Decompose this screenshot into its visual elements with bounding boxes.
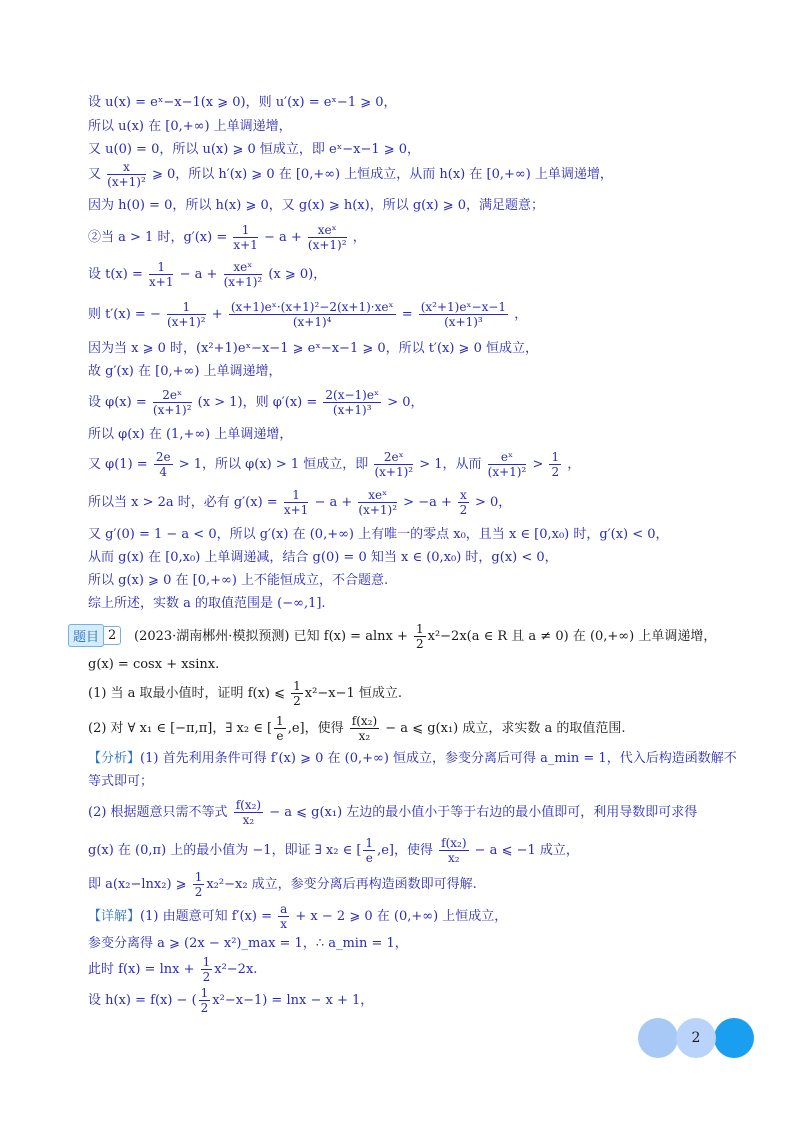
analysis-line: 即 a(x₂−lnx₂) ⩾ $\frac{1}{2}$ x₂²−x₂ 成立，参变分离后再构造函数即可得解. <box>88 870 477 899</box>
text-line: 又 g′(0) = 1 − a < 0，所以 g′(x) 在 (0,+∞) 上有唯一的零点 x₀，且当 x ∈ [0,x₀) 时，g′(x) < 0， <box>88 527 669 542</box>
text-line: ②当 a > 1 时，g′(x) = $\frac{1}{x+1}$ − a + $\frac{\text{xeˣ}}{\text{(x+1)²}}$ ， <box>88 223 366 252</box>
text: 又 <box>88 167 102 182</box>
text-line: 设 φ(x) = $\frac{\text{2eˣ}}{\text{(x+1)²}}$ (x > 1)，则 φ′(x) = $\frac{\text{2(x−1)eˣ}}{\text{(x+1)³}}$ > 0， <box>88 388 424 417</box>
page-number: 2 <box>691 1030 701 1046</box>
text-line: 设 u(x) = eˣ−x−1(x ⩾ 0)，则 u′(x) = eˣ−1 ⩾ 0， <box>88 95 397 110</box>
analysis-line: 【分析】(1) 首先利用条件可得 f′(x) ⩾ 0 在 (0,+∞) 恒成立，参变分离后可得 a_min = 1，代入后构造函数解不 <box>88 751 737 766</box>
problem-stem: (2023·湖南郴州·模拟预测) 已知 f(x) = alnx + $\frac{1}{2}$ x²−2x(a ∈ R 且 a ≠ 0) 在 (0,+∞) 上单调递增， <box>134 622 717 651</box>
text-line: 因为 h(0) = 0，所以 h(x) ⩾ 0，又 g(x) ⩾ h(x)，所以 g(x) ⩾ 0，满足题意； <box>88 198 545 213</box>
text-line: 又 u(0) = 0，所以 u(x) ⩾ 0 恒成立，即 eˣ−x−1 ⩾ 0， <box>88 142 421 157</box>
analysis-line: g(x) 在 (0,π) 上的最小值为 −1，即证 ∃ x₂ ∈ [ $\frac{1}{e}$ ,e]，使得 $\frac{\text{f(x₂)}}{\text{x₂}}$ − a ⩽ −1 成立， <box>88 836 579 865</box>
detail-line: 【详解】(1) 由题意可知 f′(x) = $\frac{a}{x}$ + x − 2 ⩾ 0 在 (0,+∞) 上恒成立， <box>88 902 508 931</box>
decor-circle <box>638 1018 678 1058</box>
text-line: 所以 φ(x) 在 (1,+∞) 上单调递增， <box>88 427 293 442</box>
text-line: 又 φ(1) = $\frac{2e}{4}$ > 1，所以 φ(x) > 1 恒成立，即 $\frac{\text{2eˣ}}{\text{(x+1)²}}$ > 1，从而 $\frac{\text{eˣ}}{\text{(x+1)²}}$ > $\frac{1}{2}$ ， <box>88 450 581 479</box>
text-line <box>88 160 613 190</box>
detail-line: 设 h(x) = f(x) − ( $\frac{1}{2}$ x²−x−1) = lnx − x + 1， <box>88 986 374 1015</box>
text: ⩾ 0，所以 h′(x) ⩾ 0 在 [0,+∞) 上恒成立，从而 h(x) 在 [0,+∞) 上单调递增， <box>151 167 613 182</box>
detail-line: 参变分离得 a ⩾ (2x − x²)_max = 1，∴ a_min = 1， <box>88 936 408 951</box>
analysis-line: 等式即可； <box>88 774 154 789</box>
text-line: 综上所述，实数 a 的取值范围是 (−∞,1]. <box>88 596 326 611</box>
text-line: 所以当 x > 2a 时，必有 g′(x) = $\frac{1}{x+1}$ − a + $\frac{\text{xeˣ}}{\text{(x+1)²}}$ > −a + $\frac{x}{2}$ > 0， <box>88 488 512 517</box>
text-line: 故 g′(x) 在 [0,+∞) 上单调递增， <box>88 364 282 379</box>
problem-stem-g: g(x) = cosx + xsinx. <box>88 657 220 672</box>
decor-circle <box>714 1018 754 1058</box>
problem-number: 2 <box>104 626 121 645</box>
text-line: 因为当 x ⩾ 0 时，(x²+1)eˣ−x−1 ⩾ eˣ−x−1 ⩾ 0，所以 t′(x) ⩾ 0 恒成立， <box>88 341 538 356</box>
problem-tag <box>68 625 121 645</box>
fraction: $\frac{x}{\text{(x+1)²}}$ <box>107 160 146 189</box>
page-number-badge <box>638 1018 754 1058</box>
detail-line: 此时 f(x) = lnx + $\frac{1}{2}$ x²−2x. <box>88 955 258 984</box>
question-2: (2) 对 ∀ x₁ ∈ [−π,π]，∃ x₂ ∈ [ $\frac{1}{e}$ ,e]，使得 $\frac{\text{f(x₂)}}{\text{x₂}}$ − a ⩽ g(x₁) 成立，求实数 a 的取值范围. <box>88 714 626 743</box>
text-line: 则 t′(x) = − $\frac{1}{\text{(x+1)²}}$ + $\frac{\text{(x+1)eˣ·(x+1)²−2(x+1)·xeˣ}}{\text{(x+1)⁴}}$ = $\frac{\text{(x²+1)eˣ−x−1}}{\text{(x+1)³}}$ ， <box>88 300 528 329</box>
text-line: 设 t(x) = $\frac{1}{x+1}$ − a + $\frac{\text{xeˣ}}{\text{(x+1)²}}$ (x ⩾ 0)， <box>88 260 327 289</box>
text-line: 所以 u(x) 在 [0,+∞) 上单调递增， <box>88 119 292 134</box>
analysis-line: (2) 根据题意只需不等式 $\frac{\text{f(x₂)}}{\text{x₂}}$ − a ⩽ g(x₁) 左边的最小值小于等于右边的最小值即可，利用导数即可求得 <box>88 798 698 827</box>
text-line: 从而 g(x) 在 [0,x₀) 上单调递减，结合 g(0) = 0 知当 x ∈ (0,x₀) 时，g(x) < 0， <box>88 550 558 565</box>
problem-label: 题目 <box>68 624 104 647</box>
text-line: 所以 g(x) ⩾ 0 在 [0,+∞) 上不能恒成立，不合题意. <box>88 573 389 588</box>
question-1: (1) 当 a 取最小值时，证明 f(x) ⩽ $\frac{1}{2}$ x²−x−1 恒成立. <box>88 679 402 708</box>
